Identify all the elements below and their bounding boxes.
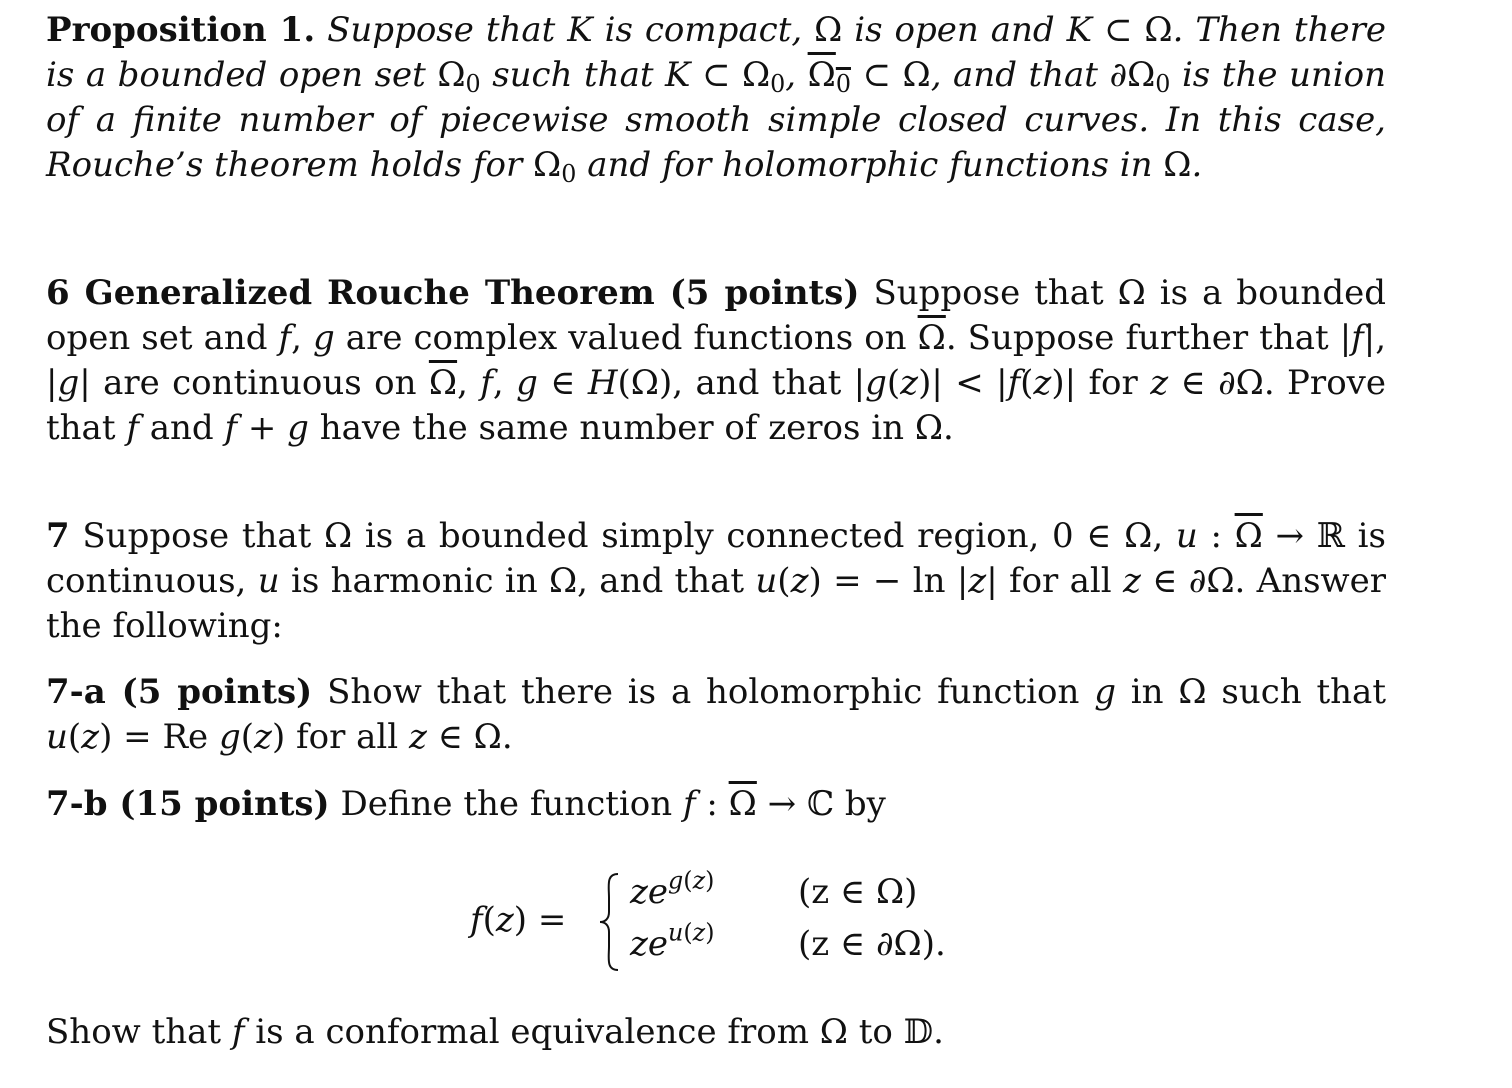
proposition-heading: Proposition 1. — [46, 10, 316, 50]
case-2-value: $ze^{u(z)}$ — [630, 918, 715, 964]
case-1-condition: (z ∈ Ω) — [798, 872, 918, 912]
problem-7-statement: Suppose that Ω is a bounded simply connected region, 0 ∈ Ω, u : $\overline{\Omega}$ → ℝ is continuous, u is harmonic in Ω, and that u(z) = − ln |z| for all z ∈ ∂Ω. Answer the following: — [46, 516, 1387, 646]
problem-7a-statement: Show that there is a holomorphic function g in Ω such that u(z) = Re g(z) for all z ∈ Ω. — [46, 672, 1386, 757]
proposition-1 — [46, 8, 1386, 188]
problem-7a-heading: 7-a (5 points) — [46, 672, 313, 712]
problem-7a — [46, 670, 1386, 760]
problem-6 — [46, 271, 1386, 451]
problem-7b-conclusion: Show that f is a conformal equivalence from Ω to 𝔻. — [46, 1012, 944, 1052]
problem-7 — [46, 514, 1386, 649]
problem-6-statement: Suppose that Ω is a bounded open set and f, g are complex valued functions on $\overline{\Omega}$. Suppose further that |f|, |g| are continuous on $\overline{\Omega}$, f, g ∈ H(Ω), and that |g(z)| < |f(z)| for z ∈ ∂Ω. Prove that f and f + g have the same number of zeros in Ω. — [46, 273, 1387, 448]
piecewise-equation — [470, 866, 990, 972]
equation-lhs: f(z) = — [470, 900, 567, 940]
problem-7-heading: 7 — [46, 516, 70, 556]
case-1-value: $ze^{g(z)}$ — [630, 866, 715, 912]
left-brace — [598, 872, 620, 972]
case-2-condition: (z ∈ ∂Ω). — [798, 924, 946, 964]
problem-7b — [46, 782, 1386, 827]
proposition-statement: Suppose that K is compact, Ω is open and K ⊂ Ω. Then there is a bounded open set $\Omega_0$ such that K ⊂ $\Omega_0$, $\Omega_0$ ⊂ Ω, and that $\partial\Omega_0$ is the union of a finite number of piecewise smooth simple closed curves. In this case, Rouche’s theorem holds for $\Omega_0$ and for holomorphic functions in Ω. — [46, 10, 1387, 188]
problem-6-heading: 6 Generalized Rouche Theorem (5 points) — [46, 273, 860, 313]
problem-7b-heading: 7-b (15 points) — [46, 784, 330, 824]
problem-7b-statement: Define the function f : $\overline{\Omega}$ → ℂ by — [340, 784, 886, 824]
